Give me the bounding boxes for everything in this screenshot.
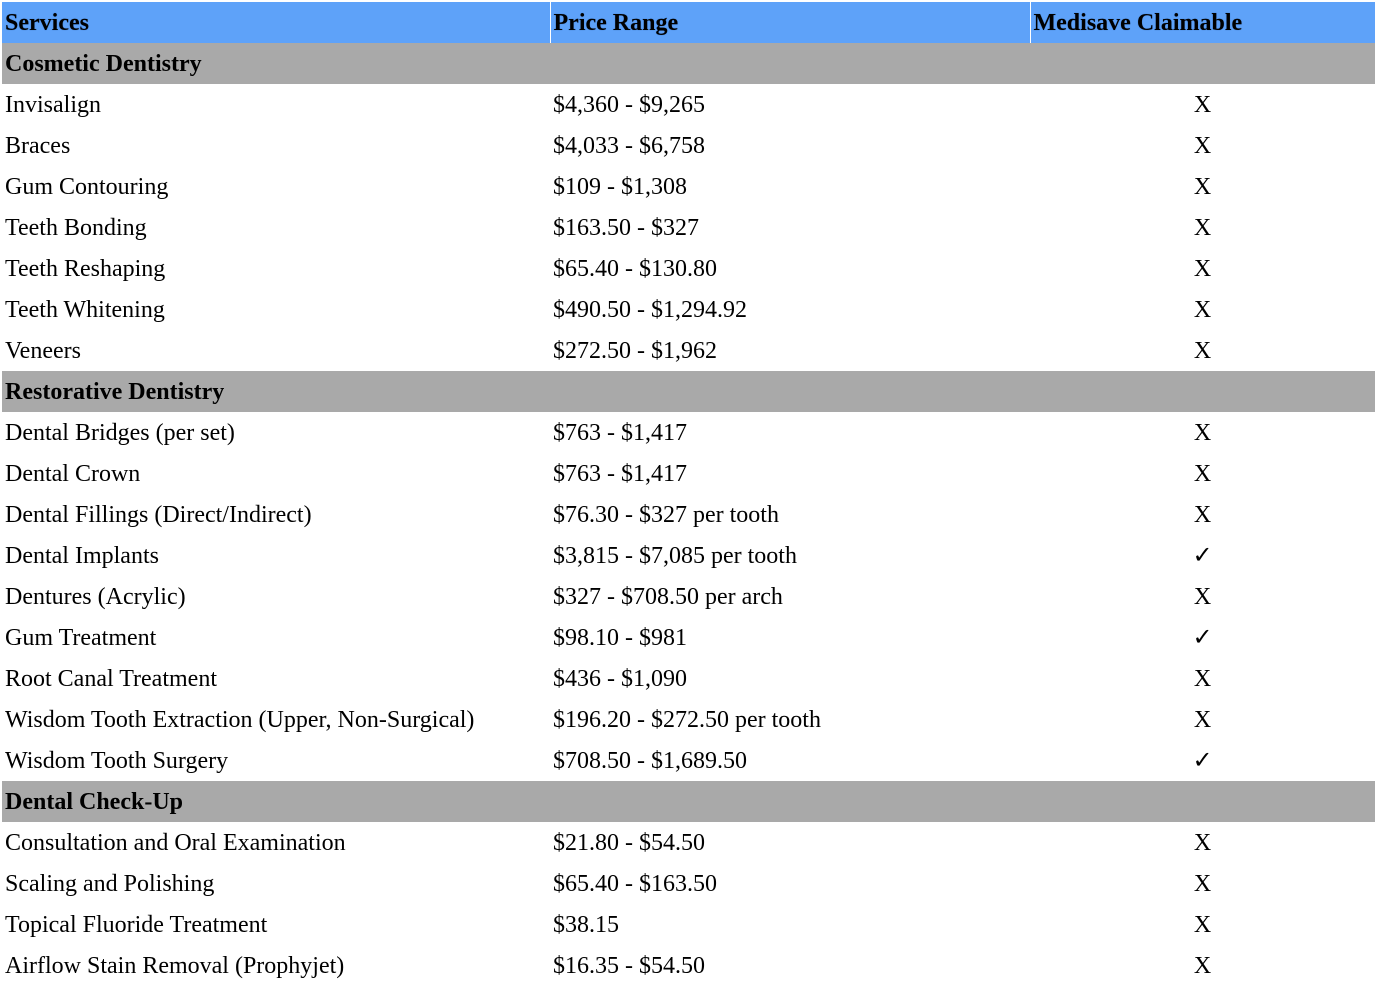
table-row: [2, 699, 1375, 740]
table-row: [2, 535, 1375, 576]
header-medisave-claimable: Medisave Claimable: [1030, 2, 1375, 43]
table-row: [2, 412, 1375, 453]
service-name-cell: Dental Crown: [5, 460, 141, 487]
table-row: [2, 945, 1375, 986]
service-name-cell: Dental Fillings (Direct/Indirect): [5, 501, 312, 528]
table-row: [2, 740, 1375, 781]
table-row: [2, 453, 1375, 494]
medisave-claimable-cell: X: [1193, 501, 1212, 528]
medisave-claimable-cell: X: [1193, 296, 1212, 323]
service-name-cell: Root Canal Treatment: [5, 665, 217, 692]
medisave-claimable-cell: X: [1193, 952, 1212, 979]
table-row: [2, 658, 1375, 699]
service-name-cell: Gum Contouring: [5, 173, 169, 200]
service-name-cell: Teeth Reshaping: [5, 255, 166, 282]
price-table: [2, 2, 1375, 986]
price-range-cell: $38.15: [553, 911, 619, 938]
service-name-cell: Consultation and Oral Examination: [5, 829, 346, 856]
price-range-cell: $76.30 - $327 per tooth: [553, 501, 779, 528]
table-row: [2, 125, 1375, 166]
service-name-cell: Airflow Stain Removal (Prophyjet): [5, 952, 345, 979]
medisave-claimable-cell: X: [1193, 665, 1212, 692]
table-row: [2, 576, 1375, 617]
table-row: [2, 84, 1375, 125]
price-range-cell: $4,033 - $6,758: [553, 132, 705, 159]
price-range-cell: $3,815 - $7,085 per tooth: [553, 542, 797, 569]
table-row: [2, 248, 1375, 289]
medisave-claimable-cell: X: [1193, 829, 1212, 856]
service-name-cell: Dental Implants: [5, 542, 159, 569]
price-range-cell: $327 - $708.50 per arch: [553, 583, 783, 610]
service-name-cell: Wisdom Tooth Extraction (Upper, Non-Surgical): [5, 706, 475, 733]
header-price-range: Price Range: [550, 2, 1030, 43]
price-range-cell: $16.35 - $54.50: [553, 952, 705, 979]
table-body: [2, 43, 1375, 986]
service-name-cell: Teeth Bonding: [5, 214, 147, 241]
medisave-claimable-cell: X: [1193, 706, 1212, 733]
service-name-cell: Dentures (Acrylic): [5, 583, 186, 610]
section-header-row: [2, 781, 1375, 822]
medisave-claimable-cell: ✓: [1192, 624, 1213, 651]
price-range-cell: $65.40 - $130.80: [553, 255, 717, 282]
service-name-cell: Gum Treatment: [5, 624, 157, 651]
medisave-claimable-cell: X: [1193, 337, 1212, 364]
section-header-row: [2, 371, 1375, 412]
table-row: [2, 166, 1375, 207]
table-row: [2, 863, 1375, 904]
price-range-cell: $163.50 - $327: [553, 214, 699, 241]
service-name-cell: Veneers: [5, 337, 81, 364]
medisave-claimable-cell: X: [1193, 870, 1212, 897]
table-row: [2, 494, 1375, 535]
table-row: [2, 822, 1375, 863]
service-name-cell: Teeth Whitening: [5, 296, 165, 323]
table-row: [2, 289, 1375, 330]
section-header-row: [2, 43, 1375, 84]
section-title: Dental Check-Up: [2, 781, 1375, 822]
price-range-cell: $98.10 - $981: [553, 624, 687, 651]
service-name-cell: Dental Bridges (per set): [5, 419, 235, 446]
table-header: [2, 2, 1375, 43]
price-range-cell: $272.50 - $1,962: [553, 337, 717, 364]
service-name-cell: Wisdom Tooth Surgery: [5, 747, 229, 774]
price-range-cell: $763 - $1,417: [553, 419, 687, 446]
service-name-cell: Invisalign: [5, 91, 101, 118]
table-row: [2, 904, 1375, 945]
section-title: Cosmetic Dentistry: [2, 43, 1375, 84]
table-row: [2, 207, 1375, 248]
price-range-cell: $436 - $1,090: [553, 665, 687, 692]
medisave-claimable-cell: X: [1193, 255, 1212, 282]
price-range-cell: $196.20 - $272.50 per tooth: [553, 706, 821, 733]
price-range-cell: $763 - $1,417: [553, 460, 687, 487]
medisave-claimable-cell: X: [1193, 911, 1212, 938]
medisave-claimable-cell: X: [1193, 419, 1212, 446]
section-title: Restorative Dentistry: [2, 371, 1375, 412]
medisave-claimable-cell: X: [1193, 583, 1212, 610]
medisave-claimable-cell: ✓: [1192, 542, 1213, 569]
price-range-cell: $21.80 - $54.50: [553, 829, 705, 856]
price-range-cell: $65.40 - $163.50: [553, 870, 717, 897]
medisave-claimable-cell: X: [1193, 173, 1212, 200]
header-row: [2, 2, 1375, 43]
medisave-claimable-cell: X: [1193, 214, 1212, 241]
price-range-cell: $490.50 - $1,294.92: [553, 296, 747, 323]
service-name-cell: Braces: [5, 132, 71, 159]
service-name-cell: Topical Fluoride Treatment: [5, 911, 268, 938]
service-name-cell: Scaling and Polishing: [5, 870, 215, 897]
medisave-claimable-cell: X: [1193, 91, 1212, 118]
medisave-claimable-cell: X: [1193, 460, 1212, 487]
table-row: [2, 330, 1375, 371]
price-range-cell: $4,360 - $9,265: [553, 91, 705, 118]
medisave-claimable-cell: X: [1193, 132, 1212, 159]
price-range-cell: $109 - $1,308: [553, 173, 687, 200]
price-range-cell: $708.50 - $1,689.50: [553, 747, 747, 774]
table-row: [2, 617, 1375, 658]
header-services: Services: [2, 2, 550, 43]
medisave-claimable-cell: ✓: [1192, 747, 1213, 774]
